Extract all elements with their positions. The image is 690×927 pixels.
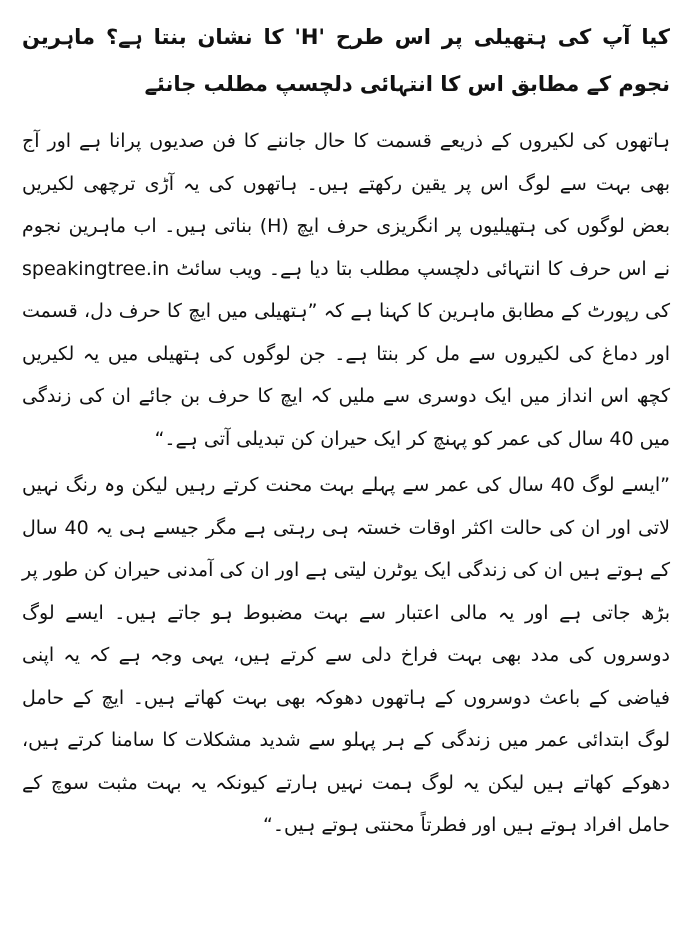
article-title: کیا آپ کی ہتھیلی پر اس طرح 'H' کا نشان بنتا ہے؟ ماہرین نجوم کے مطابق اس کا انتہائی دلچسپ مطلب جانئے: [22, 25, 670, 96]
article-paragraph-intro: ہاتھوں کی لکیروں کے ذریعے قسمت کا حال جاننے کا فن صدیوں پرانا ہے اور آج بھی بہت سے لوگ اس پر یقین رکھتے ہیں۔ ہاتھوں کی یہ آڑی ترچھی لکیریں بعض لوگوں کی ہتھیلیوں پر انگریزی حرف ایچ (H) بناتی ہیں۔ اب ماہرین نجوم نے اس حرف کا انتہائی دلچسپ مطلب بتا دیا ہے۔ ویب سائٹ speakingtree.in کی رپورٹ کے مطابق ماہرین کا کہنا ہے کہ ”ہتھیلی میں ایچ کا حرف دل، قسمت اور دماغ کی لکیروں سے مل کر بنتا ہے۔ جن لوگوں کی ہتھیلی میں یہ لکیریں کچھ اس انداز میں ایک دوسری سے ملیں کہ ایچ کا حرف بن جائے ان کی زندگی میں 40 سال کی عمر کو پہنچ کر ایک حیران کن تبدیلی آتی ہے۔“: [22, 130, 671, 450]
article-paragraph-quote: ”ایسے لوگ 40 سال کی عمر سے پہلے بہت محنت کرتے رہیں لیکن وہ رنگ نہیں لاتی اور ان کی حالت اکثر اوقات خستہ ہی رہتی ہے مگر جیسے ہی یہ 40 سال کے ہوتے ہیں ان کی زندگی ایک یوٹرن لیتی ہے اور ان کی آمدنی حیران کن طور پر بڑھ جاتی ہے اور یہ مالی اعتبار سے بہت مضبوط ہو جاتے ہیں۔ ایسے لوگ دوسروں کی مدد بھی بہت فراخ دلی سے کرتے ہیں، یہی وجہ ہے کہ یہ اپنی فیاضی کے باعث دوسروں کے ہاتھوں دھوکہ بھی بہت کھاتے ہیں۔ ایچ کے حامل لوگ ابتدائی عمر میں زندگی کے ہر پہلو سے شدید مشکلات کا سامنا کرتے ہیں، دھوکے کھاتے ہیں لیکن یہ لوگ ہمت نہیں ہارتے کیونکہ یہ بہت مثبت سوچ کے حامل افراد ہوتے ہیں اور فطرتاً محنتی ہوتے ہیں۔“: [22, 474, 670, 836]
